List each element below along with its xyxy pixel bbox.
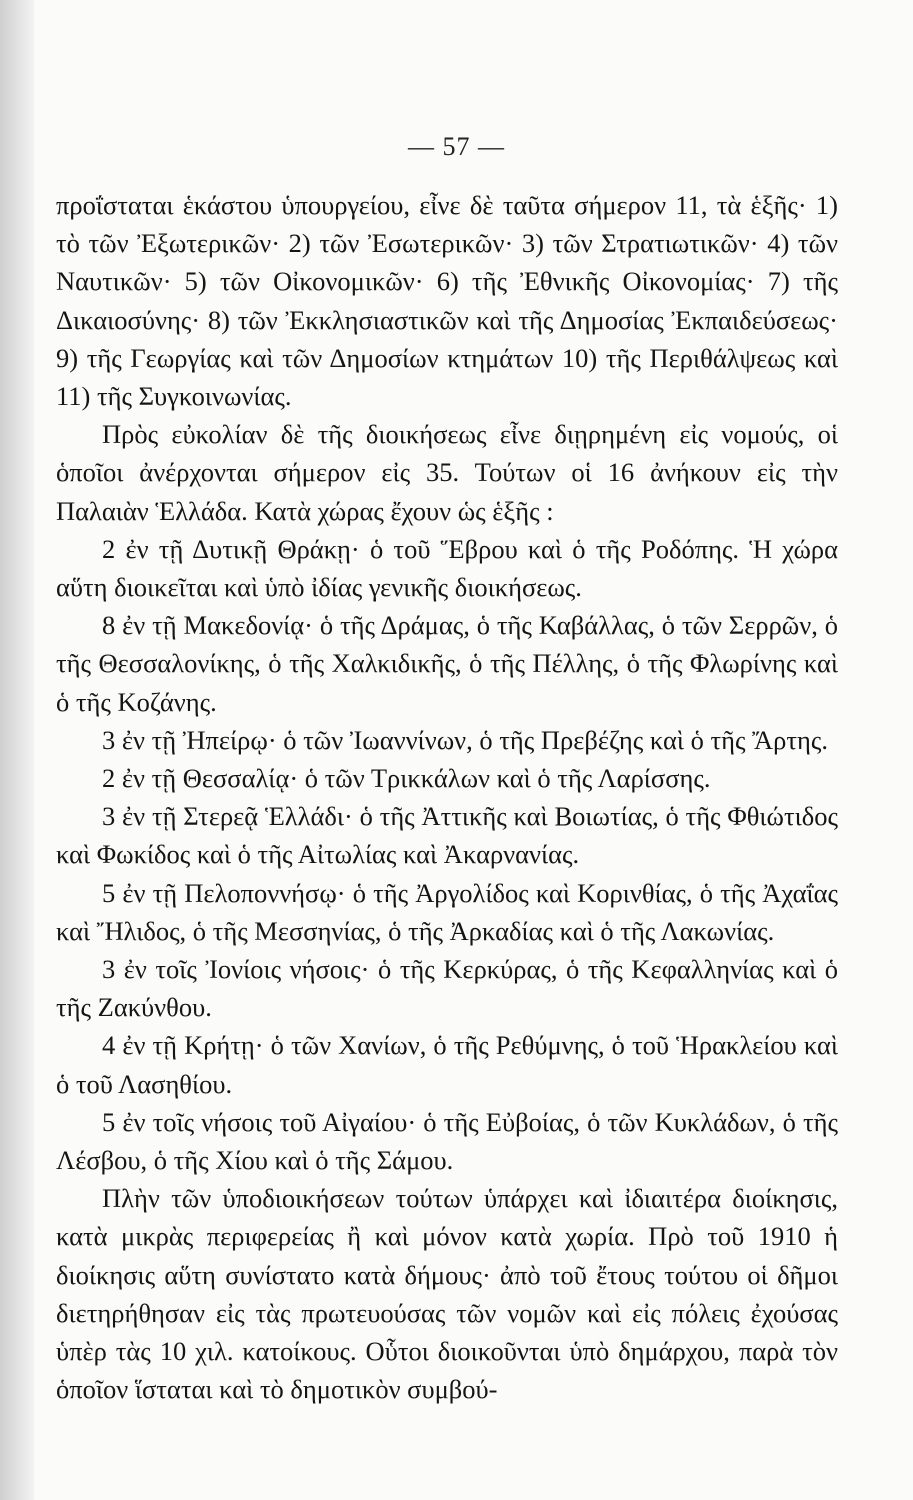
paragraph-western-thrace: 2 ἐν τῇ Δυτικῇ Θράκῃ· ὁ τοῦ Ἕβρου καὶ ὁ τῆς Ροδόπης. Ἡ χώρα αὕτη διοικεῖται καὶ ὑπὸ ἰδίας γενικῆς διοικήσεως. [56, 533, 838, 603]
paragraph-thessaly: 2 ἐν τῇ Θεσσαλίᾳ· ὁ τῶν Τρικκάλων καὶ ὁ τῆς Λαρίσσης. [102, 763, 711, 794]
page-gutter-shadow [0, 0, 34, 1500]
body-text [56, 186, 838, 1409]
paragraph-ministries: προΐσταται ἑκάστου ὑπουργείου, εἶνε δὲ ταῦτα σήμερον 11, τὰ ἑξῆς· 1) τὸ τῶν Ἐξωτερικῶν· 2) τῶν Ἐσωτερικῶν· 3) τῶν Στρατιωτικῶν· 4) τῶν Ναυτικῶν· 5) τῶν Οἰκονομικῶν· 6) τῆς Ἐθνικῆς Οἰκονομίας· 7) τῆς Δικαιοσύνης· 8) τῶν Ἐκκλησιαστικῶν καὶ τῆς Δημοσίας Ἐκπαιδεύσεως· 9) τῆς Γεωργίας καὶ τῶν Δημοσίων κτημάτων 10) τῆς Περιθάλψεως καὶ 11) τῆς Συγκοινωνίας. [56, 190, 838, 412]
paragraph-epirus: 3 ἐν τῇ Ἠπείρῳ· ὁ τῶν Ἰωαννίνων, ὁ τῆς Πρεβέζης καὶ ὁ τῆς Ἄρτης. [102, 724, 828, 755]
paragraph-macedonia: 8 ἐν τῇ Μακεδονίᾳ· ὁ τῆς Δράμας, ὁ τῆς Καβάλλας, ὁ τῶν Σερρῶν, ὁ τῆς Θεσσαλονίκης, ὁ τῆς Χαλκιδικῆς, ὁ τῆς Πέλλης, ὁ τῆς Φλωρίνης καὶ ὁ τῆς Κοζάνης. [56, 610, 838, 717]
paragraph-crete: 4 ἐν τῇ Κρήτῃ· ὁ τῶν Χανίων, ὁ τῆς Ρεθύμνης, ὁ τοῦ Ἡρακλείου καὶ ὁ τοῦ Λασηθίου. [56, 1030, 838, 1099]
paragraph-aegean-islands: 5 ἐν τοῖς νήσοις τοῦ Αἰγαίου· ὁ τῆς Εὐβοίας, ὁ τῶν Κυκλάδων, ὁ τῆς Λέσβου, ὁ τῆς Χίου καὶ ὁ τῆς Σάμου. [56, 1106, 838, 1176]
paragraph-peloponnese: 5 ἐν τῇ Πελοποννήσῳ· ὁ τῆς Ἀργολίδος καὶ Κορινθίας, ὁ τῆς Ἀχαΐας καὶ Ἤλιδος, ὁ τῆς Μεσσηνίας, ὁ τῆς Ἀρκαδίας καὶ ὁ τῆς Λακωνίας. [56, 877, 838, 946]
paragraph-ionian-islands: 3 ἐν τοῖς Ἰονίοις νήσοις· ὁ τῆς Κερκύρας, ὁ τῆς Κεφαλληνίας καὶ ὁ τῆς Ζακύνθου. [56, 954, 838, 1023]
paragraph-sterea-hellas: 3 ἐν τῇ Στερεᾷ Ἑλλάδι· ὁ τῆς Ἀττικῆς καὶ Βοιωτίας, ὁ τῆς Φθιώτιδος καὶ Φωκίδος καὶ ὁ τῆς Αἰτωλίας καὶ Ἀκαρνανίας. [56, 801, 838, 870]
paragraph-prefectures-intro: Πρὸς εὐκολίαν δὲ τῆς διοικήσεως εἶνε διῃρημένη εἰς νομούς, οἱ ὁποῖοι ἀνέρχονται σήμερον εἰς 35. Τούτων οἱ 16 ἀνήκουν εἰς τὴν Παλαιὰν Ἑλλάδα. Κατὰ χώρας ἔχουν ὡς ἑξῆς : [56, 419, 838, 526]
page-number: — 57 — [408, 132, 505, 161]
paragraph-municipalities: Πλὴν τῶν ὑποδιοικήσεων τούτων ὑπάρχει καὶ ἰδιαιτέρα διοίκησις, κατὰ μικρὰς περιφερείας ἢ καὶ μόνον κατὰ χωρία. Πρὸ τοῦ 1910 ἡ διοίκησις αὕτη συνίστατο κατὰ δήμους· ἀπὸ τοῦ ἔτους τούτου οἱ δῆμοι διετηρήθησαν εἰς τὰς πρωτευούσας τῶν νομῶν καὶ εἰς πόλεις ἐχούσας ὑπὲρ τὰς 10 χιλ. κατοίκους. Οὗτοι διοικοῦνται ὑπὸ δημάρχου, παρὰ τὸν ὁποῖον ἵσταται καὶ τὸ δημοτικὸν συμβού- [56, 1183, 838, 1405]
